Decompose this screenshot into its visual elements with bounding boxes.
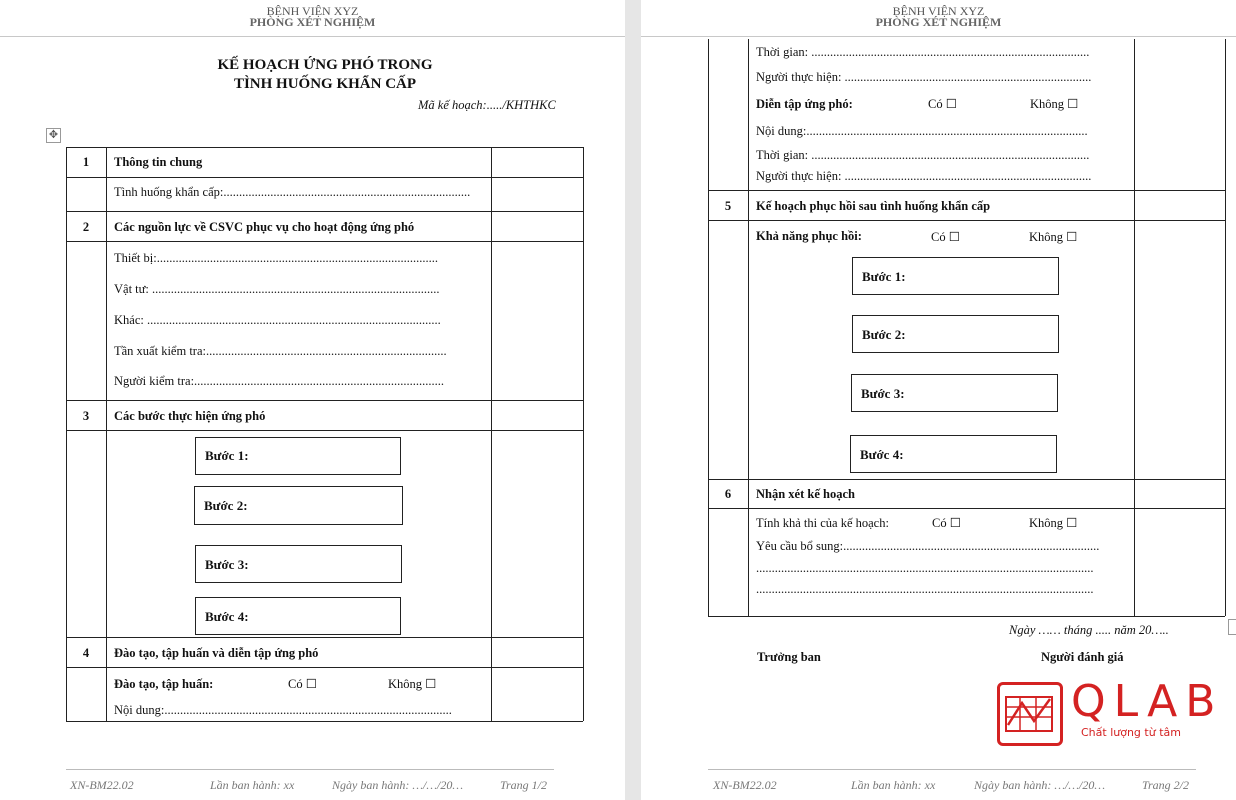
checkbox-icon: ☐ [1067, 97, 1079, 111]
footer-rule [708, 769, 1196, 770]
training-content-field[interactable]: Nội dung:............................................................................................ [114, 703, 452, 717]
logo-mark-icon [997, 682, 1063, 746]
response-step-2-box[interactable]: Bước 2: [194, 486, 403, 525]
drill-content-field[interactable]: Nội dung:.......................................................................................... [756, 124, 1088, 138]
training-no-option[interactable]: Không ☐ [388, 677, 437, 691]
hospital-name: BỆNH VIỆN XYZ [892, 4, 985, 18]
recovery-step-4-box[interactable]: Bước 4: [850, 435, 1057, 473]
response-step-1-box[interactable]: Bước 1: [195, 437, 401, 475]
section-1-number: 1 [82, 155, 90, 169]
page-header [641, 6, 1236, 28]
section-4-number: 4 [82, 646, 90, 660]
other-field[interactable]: Khác: .............................................................................................. [114, 313, 441, 327]
training-yes-option[interactable]: Có ☐ [288, 677, 317, 691]
form-code: XN-BM22.02 [70, 778, 134, 792]
drill-performer-field[interactable]: Người thực hiện: ............................................................................... [756, 169, 1092, 183]
response-step-4-box[interactable]: Bước 4: [195, 597, 401, 635]
recovery-no-option[interactable]: Không ☐ [1029, 230, 1078, 244]
section-2-number: 2 [82, 220, 90, 234]
header-rule [0, 36, 625, 37]
edition: Lần ban hành: xx [210, 778, 295, 792]
checkbox-icon: ☐ [425, 677, 437, 691]
page-edge-marker [1228, 619, 1236, 635]
section-6-number: 6 [724, 487, 732, 501]
logo-name: QLAB [1071, 676, 1224, 727]
checkbox-icon: ☐ [945, 97, 957, 111]
footer-rule [66, 769, 554, 770]
issue-date: Ngày ban hành: …/…/20… [332, 778, 464, 792]
page-number: Trang 1/2 [500, 778, 548, 792]
qlab-logo [997, 676, 1224, 750]
recovery-step-3-box[interactable]: Bước 3: [851, 374, 1058, 412]
training-performer-field[interactable]: Người thực hiện: ............................................................................... [756, 70, 1092, 84]
signature-head: Trưởng ban [757, 650, 821, 664]
checkbox-icon: ☐ [1066, 230, 1078, 244]
additional-requirements-field[interactable]: Yêu cầu bổ sung:.................................................................................. [756, 539, 1100, 553]
additional-line-1[interactable]: ............................................................................................................ [756, 561, 1094, 575]
emergency-situation-field[interactable]: Tình huống khẩn cấp:............................................................................... [114, 185, 471, 199]
document-page-2 [641, 0, 1236, 800]
form-code: XN-BM22.02 [713, 778, 777, 792]
edition: Lần ban hành: xx [851, 778, 936, 792]
checkbox-icon: ☐ [948, 230, 960, 244]
training-label: Đào tạo, tập huấn: [114, 677, 214, 691]
recovery-label: Khả năng phục hồi: [756, 229, 862, 243]
feasibility-yes-option[interactable]: Có ☐ [932, 516, 961, 530]
department-name: PHÒNG XÉT NGHIỆM [249, 15, 376, 29]
supplies-field[interactable]: Vật tư: ............................................................................................ [114, 282, 440, 296]
page-number: Trang 2/2 [1142, 778, 1190, 792]
additional-line-2[interactable]: ............................................................................................................ [756, 582, 1094, 596]
recovery-step-1-box[interactable]: Bước 1: [852, 257, 1059, 295]
drill-label: Diễn tập ứng phó: [756, 97, 853, 111]
drill-yes-option[interactable]: Có ☐ [928, 97, 957, 111]
section-2-title: Các nguồn lực về CSVC phục vụ cho hoạt động ứng phó [114, 220, 415, 234]
date-line: Ngày …… tháng ..... năm 20….. [1009, 623, 1169, 637]
checkbox-icon: ☐ [949, 516, 961, 530]
inspection-frequency-field[interactable]: Tần xuất kiểm tra:............................................................................. [114, 344, 447, 358]
hospital-name: BỆNH VIỆN XYZ [266, 4, 359, 18]
logo-slogan: Chất lượng từ tâm [1081, 726, 1181, 739]
department-name: PHÒNG XÉT NGHIỆM [875, 15, 1002, 29]
section-3-title: Các bước thực hiện ứng phó [114, 409, 266, 423]
section-1-title: Thông tin chung [114, 155, 203, 169]
page-header [0, 6, 625, 28]
section-6-title: Nhận xét kế hoạch [756, 487, 855, 501]
table-move-handle-icon[interactable]: ✥ [46, 128, 61, 143]
response-step-3-box[interactable]: Bước 3: [195, 545, 402, 583]
checkbox-icon: ☐ [305, 677, 317, 691]
section-4-title: Đào tạo, tập huấn và diễn tập ứng phó [114, 646, 319, 660]
checkbox-icon: ☐ [1066, 516, 1078, 530]
section-5-title: Kế hoạch phục hồi sau tình huống khẩn cấp [756, 199, 991, 213]
equipment-field[interactable]: Thiết bị:.......................................................................................... [114, 251, 438, 265]
section-3-number: 3 [82, 409, 90, 423]
inspector-field[interactable]: Người kiểm tra:................................................................................ [114, 374, 445, 388]
feasibility-no-option[interactable]: Không ☐ [1029, 516, 1078, 530]
feasibility-label: Tính khả thi của kế hoạch: [756, 516, 889, 530]
drill-time-field[interactable]: Thời gian: ......................................................................................... [756, 148, 1090, 162]
plan-code: Mã kế hoạch:...../KHTHKC [418, 98, 556, 112]
document-title: KẾ HOẠCH ỨNG PHÓ TRONG TÌNH HUỐNG KHẨN CẤP [217, 57, 433, 92]
signature-evaluator: Người đánh giá [1041, 650, 1124, 664]
section-5-number: 5 [724, 199, 732, 213]
recovery-step-2-box[interactable]: Bước 2: [852, 315, 1059, 353]
issue-date: Ngày ban hành: …/…/20… [974, 778, 1106, 792]
recovery-yes-option[interactable]: Có ☐ [931, 230, 960, 244]
drill-no-option[interactable]: Không ☐ [1030, 97, 1079, 111]
header-rule [641, 36, 1236, 37]
training-time-field[interactable]: Thời gian: ......................................................................................... [756, 45, 1090, 59]
